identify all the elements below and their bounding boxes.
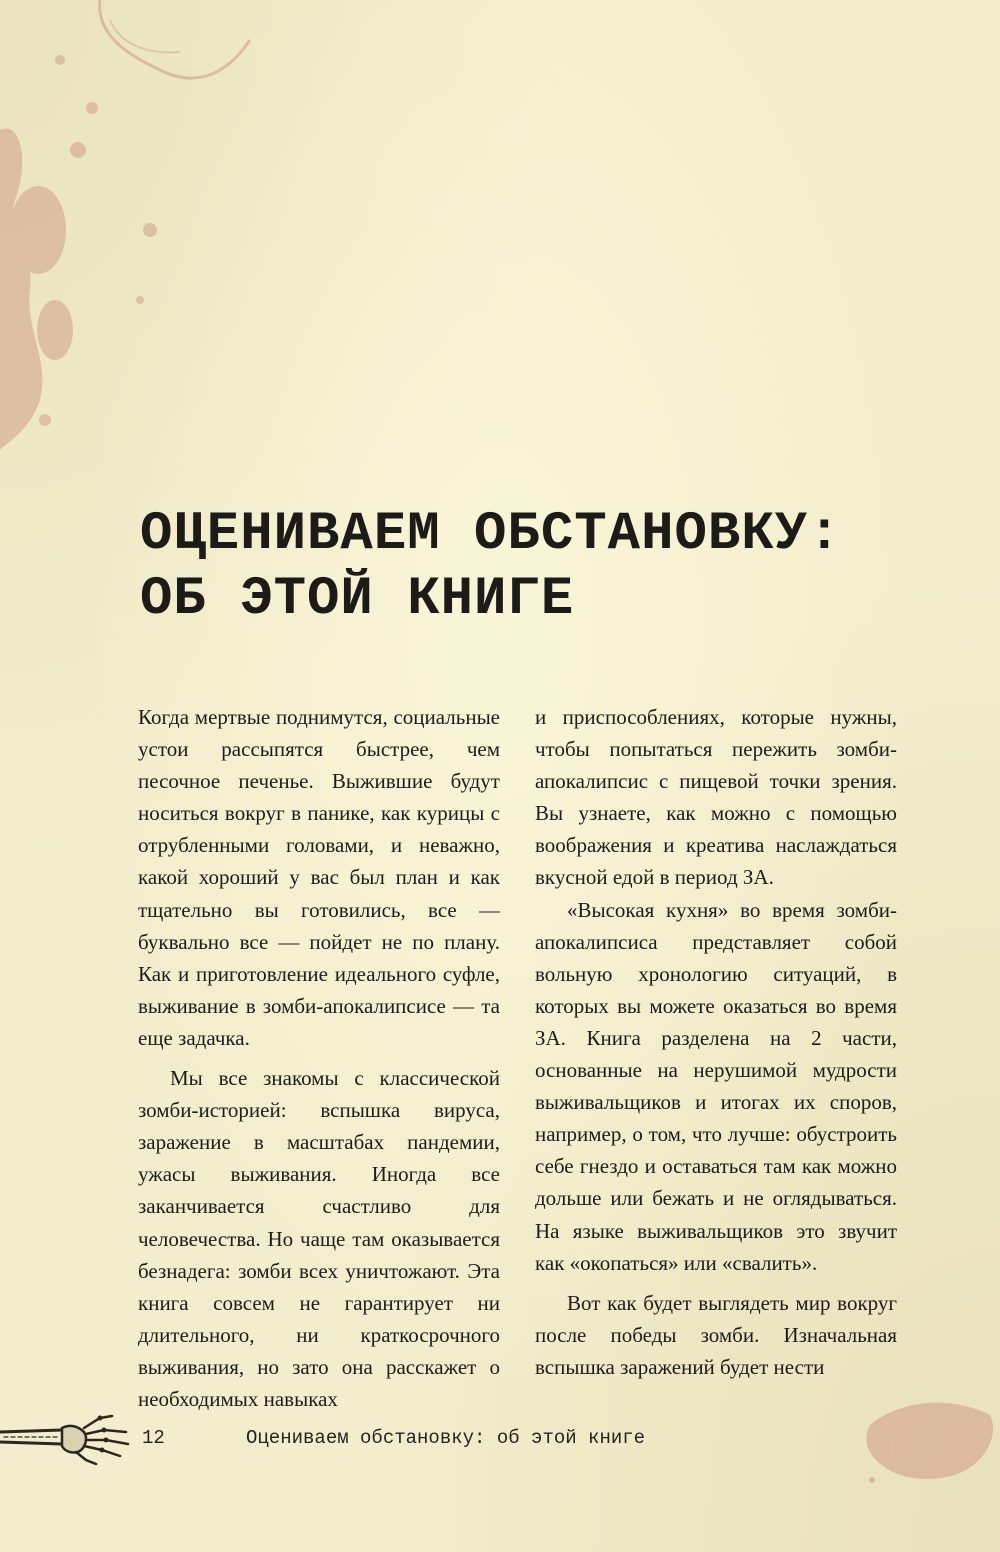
coffee-stain-bottom-right: [860, 1395, 1000, 1485]
body-column-right: [535, 701, 897, 1383]
paragraph: «Высокая кухня» во время зомби-апокалипсиса представляет собой вольную хронологию ситуаций, в которых вы можете оказаться во время ЗА. Книга разделена на 2 части, основанные на нерушимой мудрости выживальщиков и итогах их споров, например, о том, что лучше: обустроить себе гнездо и оставаться там как можно дольше или бежать и не оглядываться. На языке выживальщиков это звучит как «окопаться» или «свалить».: [535, 897, 897, 1275]
coffee-stain-top-left: [0, 0, 260, 470]
paragraph: и приспособлениях, которые нужны, чтобы попытаться пережить зомби-апокалипсис с пищевой точки зрения. Вы узнаете, как можно с помощью воображения и креатива наслаждаться вкусной едой в период ЗА.: [535, 705, 897, 890]
chapter-title: [140, 502, 900, 632]
body-column-left: [138, 701, 500, 1415]
skeletal-hand-icon: [0, 1408, 140, 1468]
paragraph: Мы все знакомы с классической зомби-историей: вспышка вируса, заражение в масштабах пандемии, ужасы выживания. Иногда все заканчивается счастливо для человечества. Но чаще там оказывается безнадега: зомби всех уничтожают. Эта книга совсем не гарантирует ни длительного, ни краткосрочного выживания, но зато она расскажет о необходимых навыках: [138, 1066, 500, 1411]
page-number: 12: [142, 1427, 165, 1449]
running-title: Оцениваем обстановку: об этой книге: [246, 1427, 646, 1449]
paragraph: Когда мертвые поднимутся, социальные устои рассыпятся быстрее, чем песочное печенье. Выжившие будут носиться вокруг в панике, как курицы с отрубленными головами, и неважно, какой хороший у вас был план и как тщательно вы готовились, все — буквально все — пойдет не по плану. Как и приготовление идеального суфле, выживание в зомби-апокалипсисе — та еще задачка.: [138, 705, 500, 1050]
paragraph: Вот как будет выглядеть мир вокруг после победы зомби. Изначальная вспышка заражений будет нести: [535, 1290, 897, 1379]
chapter-title-line-2: ОБ ЭТОЙ КНИГЕ: [140, 569, 575, 630]
chapter-title-line-1: ОЦЕНИВАЕМ ОБСТАНОВКУ:: [140, 504, 842, 565]
